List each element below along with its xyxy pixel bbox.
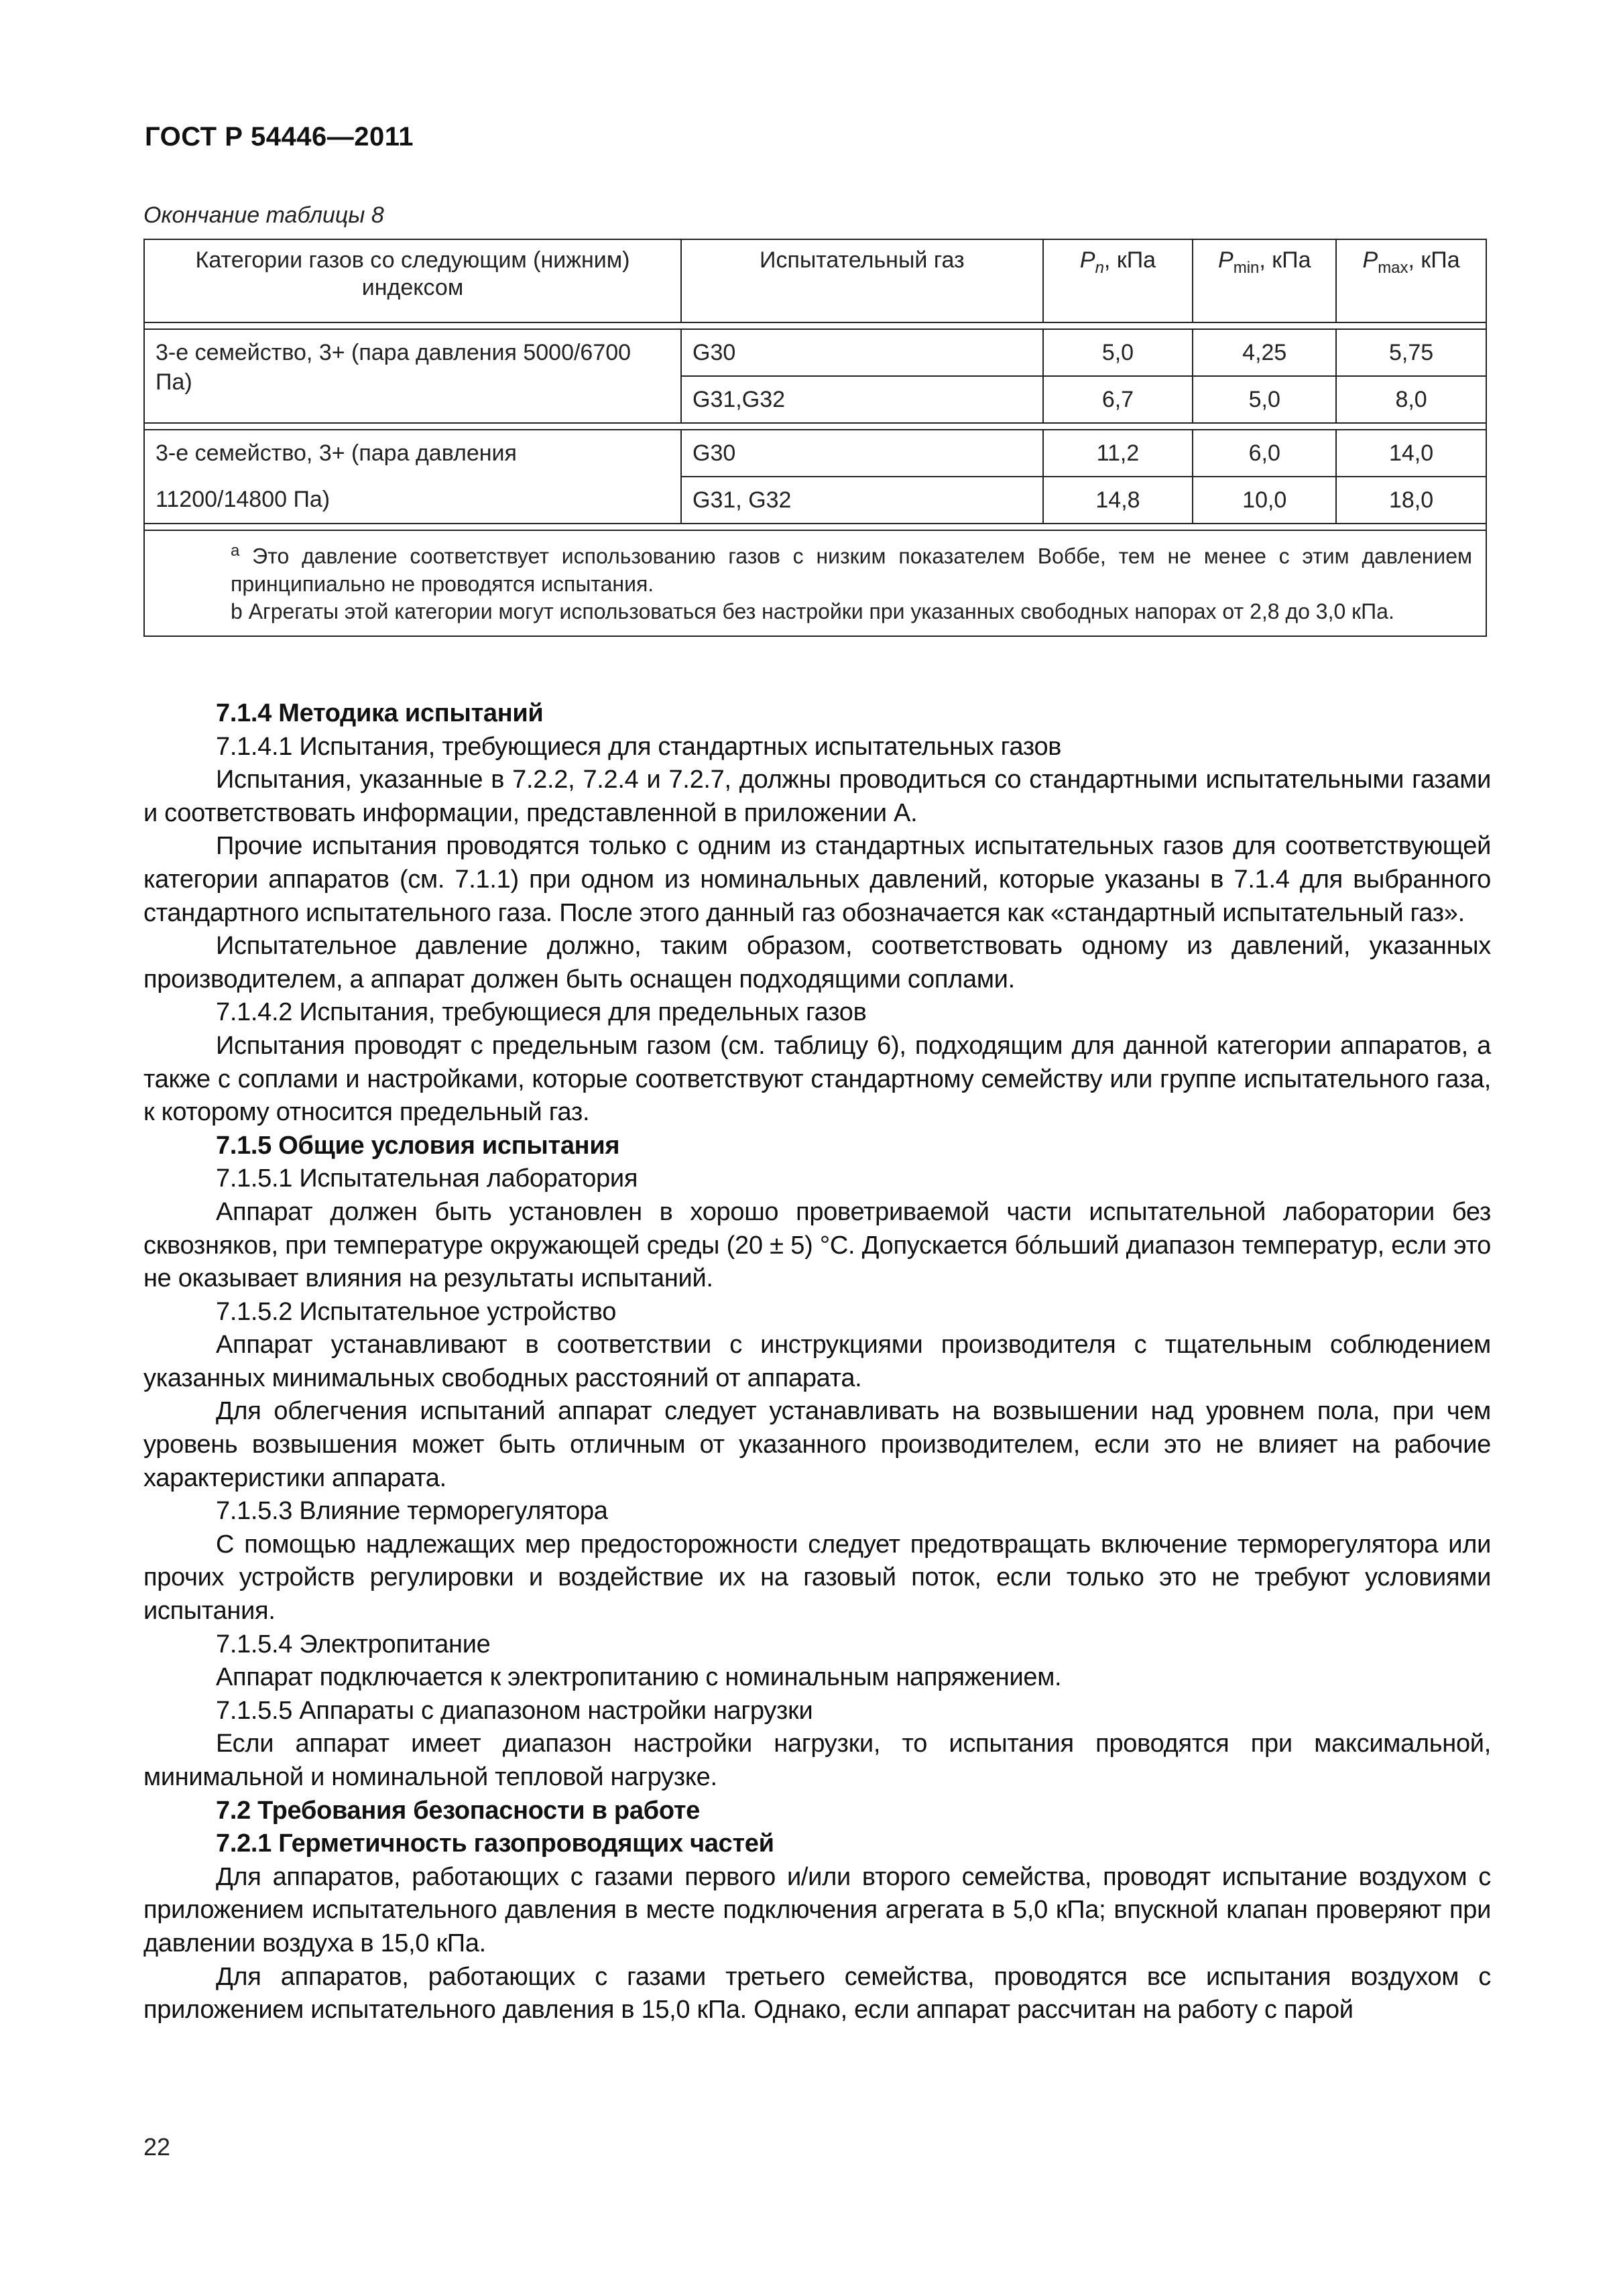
section-heading: 7.1.4 Методика испытаний (216, 699, 544, 727)
col-header-pmax: $P_{max}$, кПа (1336, 239, 1486, 322)
pmax-cell: 18,0 (1336, 477, 1486, 524)
footnote-b: b Агрегаты этой категории могут использоваться без настройки при указанных свободных напорах от 2,8 до 3,0 кПа. (231, 599, 1394, 624)
gas-pressure-table (143, 239, 1487, 637)
col-header-gas: Испытательный газ (681, 239, 1043, 322)
section-heading: 7.1.5 Общие условия испытания (216, 1131, 620, 1160)
footnotes-row (144, 530, 1486, 636)
paragraph: Аппарат подключается к электропитанию с номинальным напряжением. (216, 1663, 1062, 1692)
subsection-heading: 7.1.4.1 Испытания, требующиеся для стандартных испытательных газов (216, 732, 1062, 761)
paragraph: Испытания, указанные в 7.2.2, 7.2.4 и 7.2.7, должны проводиться со стандартными испытательными газами и соответствовать информации, представленной в приложении А. (143, 766, 1491, 827)
table-spacer (144, 423, 1486, 430)
page-number: 22 (143, 2133, 171, 2161)
category-cell-line2: 11200/14800 Па) (144, 477, 681, 524)
pmax-cell: 14,0 (1336, 430, 1486, 477)
paragraph: С помощью надлежащих мер предосторожности следует предотвращать включение терморегулятора или прочих устройств регулировки и воздействие их на газовый поток, если только это не требуют условиями испытания. (143, 1530, 1491, 1626)
gas-cell: G30 (681, 329, 1043, 376)
gas-cell: G31,G32 (681, 376, 1043, 423)
col-header-category: Категории газов со следующим (нижним) индексом (144, 239, 681, 322)
paragraph: Если аппарат имеет диапазон настройки нагрузки, то испытания проводятся при максимальной, минимальной и номинальной тепловой нагрузке. (143, 1730, 1491, 1791)
category-cell-line1: 3-е семейство, 3+ (пара давления (144, 430, 681, 477)
pn-cell: 5,0 (1043, 329, 1193, 376)
pmin-cell: 10,0 (1193, 477, 1336, 524)
subsection-heading: 7.1.5.5 Аппараты с диапазоном настройки нагрузки (216, 1696, 813, 1725)
paragraph: Испытательное давление должно, таким образом, соответствовать одному из давлений, указанных производителем, а аппарат должен быть оснащен подходящими соплами. (143, 932, 1491, 993)
pmax-cell: 8,0 (1336, 376, 1486, 423)
pn-cell: 6,7 (1043, 376, 1193, 423)
table-caption: Окончание таблицы 8 (143, 202, 384, 228)
paragraph: Прочие испытания проводятся только с одним из стандартных испытательных газов для соответствующей категории аппаратов (см. 7.1.1) при одном из номинальных давлений, которые указаны в 7.1.4 для выбранного стандартного испытательного газа. После этого данный газ обозначается как «стандартный испытательный газ». (143, 832, 1491, 927)
gas-cell: G31, G32 (681, 477, 1043, 524)
col-header-pn: $P_n$, кПа (1043, 239, 1193, 322)
paragraph: Аппарат устанавливают в соответствии с инструкциями производителя с тщательным соблюдением указанных минимальных свободных расстояний от аппарата. (143, 1331, 1491, 1392)
pmax-cell: 5,75 (1336, 329, 1486, 376)
table-spacer (144, 524, 1486, 530)
subsection-heading: 7.1.4.2 Испытания, требующиеся для предельных газов (216, 998, 867, 1027)
section-heading: 7.2 Требования безопасности в работе (216, 1796, 700, 1825)
subsection-heading: 7.1.5.2 Испытательное устройство (216, 1297, 617, 1326)
section-heading: 7.2.1 Герметичность газопроводящих частей (216, 1829, 774, 1858)
paragraph: Для аппаратов, работающих с газами первого и/или второго семейства, проводят испытание воздухом с приложением испытательного давления в месте подключения агрегата в 5,0 кПа; впускной клапан проверяют при давлении воздуха в 15,0 кПа. (143, 1862, 1491, 1957)
pmin-cell: 5,0 (1193, 376, 1336, 423)
document-body (143, 697, 1491, 2027)
subsection-heading: 7.1.5.4 Электропитание (216, 1630, 491, 1658)
paragraph: Аппарат должен быть установлен в хорошо проветриваемой части испытательной лаборатории без сквозняков, при температуре окружающей среды (20 ± 5) °С. Допускается бóльший диапазон температур, если это не оказывает влияния на результаты испытаний. (143, 1197, 1491, 1293)
pn-cell: 11,2 (1043, 430, 1193, 477)
col-header-pmin: $P_{min}$, кПа (1193, 239, 1336, 322)
footnote-a: $^a$ Это давление соответствует использованию газов с низким показателем Воббе, тем не менее с этим давлением принципиально не проводятся испытания. (231, 541, 1472, 596)
table-row (144, 430, 1486, 477)
paragraph: Для аппаратов, работающих с газами третьего семейства, проводятся все испытания воздухом с приложением испытательного давления в 15,0 кПа. Однако, если аппарат рассчитан на работу с парой (143, 1962, 1491, 2025)
pmin-cell: 4,25 (1193, 329, 1336, 376)
table-header-row (144, 239, 1486, 322)
pn-cell: 14,8 (1043, 477, 1193, 524)
subsection-heading: 7.1.5.1 Испытательная лаборатория (216, 1164, 638, 1193)
document-header: ГОСТ Р 54446—2011 (145, 122, 414, 152)
category-cell: 3-е семейство, 3+ (пара давления 5000/6700 Па) (144, 329, 681, 423)
table-row (144, 329, 1486, 376)
table-row (144, 477, 1486, 524)
paragraph: Для облегчения испытаний аппарат следует устанавливать на возвышении над уровнем пола, при чем уровень возвышения может быть отличным от указанного производителем, если это не влияет на рабочие характеристики аппарата. (143, 1397, 1491, 1492)
gas-cell: G30 (681, 430, 1043, 477)
subsection-heading: 7.1.5.3 Влияние терморегулятора (216, 1497, 608, 1526)
paragraph: Испытания проводят с предельным газом (см. таблицу 6), подходящим для данной категории аппаратов, а также с соплами и настройками, которые соответствуют стандартному семейству или группе испытательного газа, к которому относится предельный газ. (143, 1031, 1491, 1127)
pmin-cell: 6,0 (1193, 430, 1336, 477)
table-footnotes (144, 530, 1486, 636)
table-spacer (144, 322, 1486, 329)
